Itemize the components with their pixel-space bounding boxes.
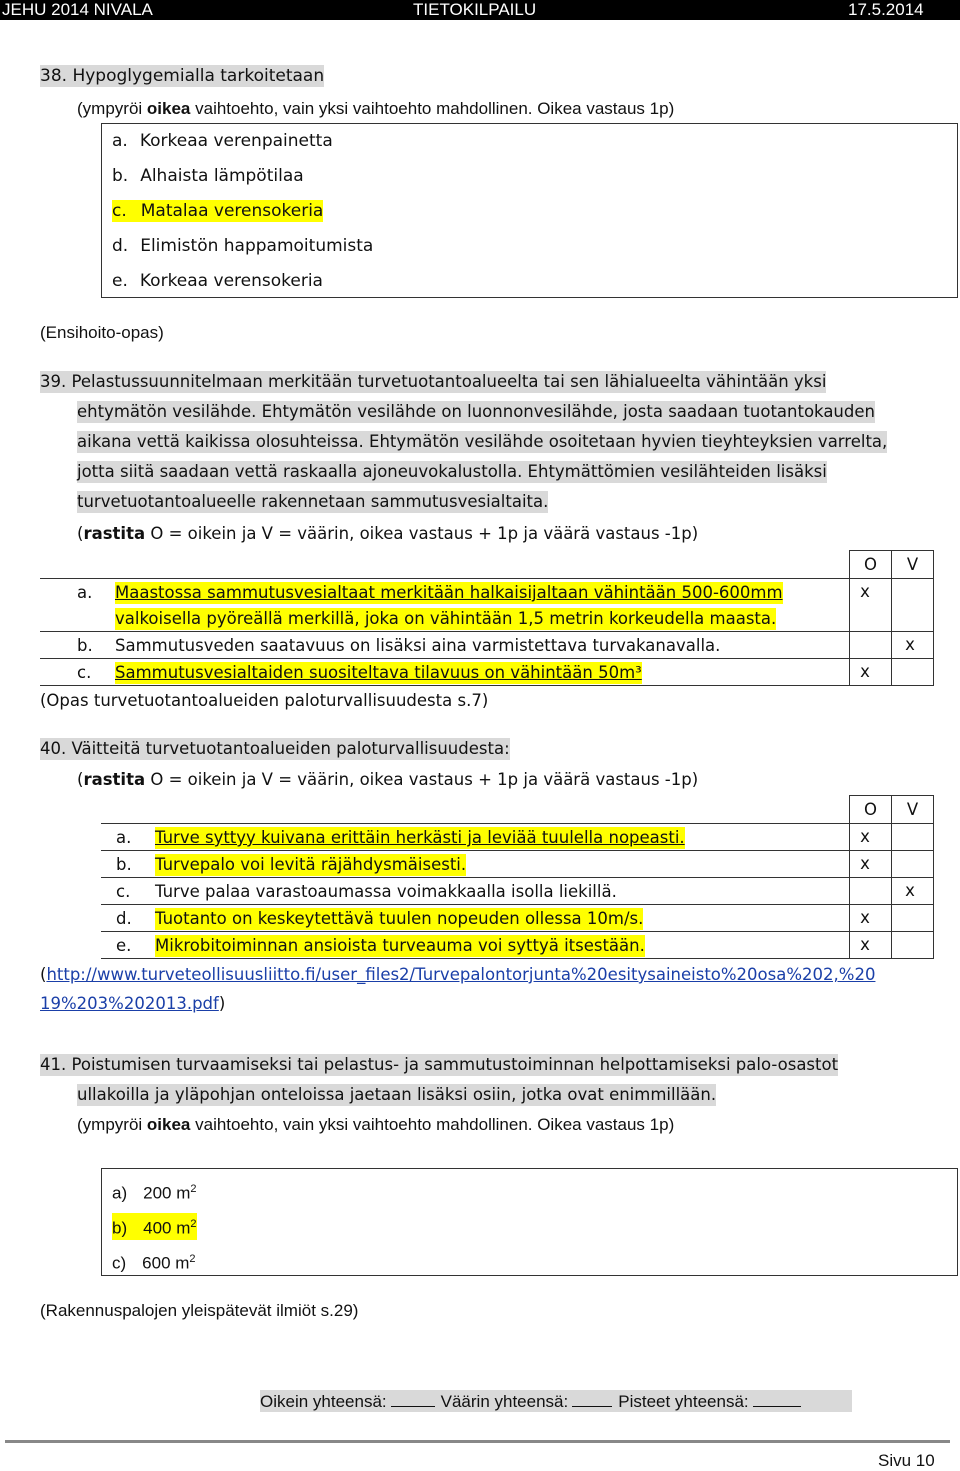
statement-40-e-o[interactable]: x: [860, 935, 870, 954]
question-39-line-1: 39. Pelastussuunnitelmaan merkitään turvetuotantoalueelta tai sen lähialueelta vähintään yksi: [40, 372, 827, 391]
correct-total-label: Oikein yhteensä:: [260, 1392, 387, 1411]
header-left: JEHU 2014 NIVALA: [2, 0, 153, 19]
wrong-total-blank[interactable]: [572, 1390, 612, 1407]
wrong-total-label: Väärin yhteensä:: [440, 1392, 569, 1411]
option-38-a[interactable]: a. Korkeaa verenpainetta: [112, 131, 333, 151]
option-41-a[interactable]: a) 200 $m^2$: [112, 1183, 197, 1203]
question-41-instruction: (ympyröi oikea vaihtoehto, vain yksi vaihtoehto mahdollinen. Oikea vastaus 1p): [77, 1115, 675, 1134]
source-link[interactable]: http://www.turveteollisuusliitto.fi/user_files2/Turvepalontorjunta%20esitysaineisto%20osa%202,%20: [46, 965, 876, 984]
statement-39-b-letter: b.: [77, 636, 93, 655]
option-38-d[interactable]: d. Elimistön happamoitumista: [112, 236, 374, 256]
correct-total-blank[interactable]: [391, 1390, 435, 1407]
question-39-line-2: ehtymätön vesilähde. Ehtymätön vesilähde on luonnonvesilähde, josta saadaan tuotantokauden: [77, 402, 875, 421]
column-o-header: O: [864, 800, 877, 819]
score-totals: [260, 1390, 852, 1412]
question-38-title: 38. Hypoglygemialla tarkoitetaan: [40, 66, 325, 86]
option-38-c[interactable]: c. Matalaa verensokeria: [112, 201, 324, 221]
statement-40-c-letter: c.: [116, 882, 131, 901]
question-41-line-1: 41. Poistumisen turvaamiseksi tai pelastus- ja sammutustoiminnan helpottamiseksi palo-osastot: [40, 1055, 839, 1074]
footer-rule: [5, 1440, 950, 1443]
points-total-label: Pisteet yhteensä:: [618, 1392, 749, 1411]
question-41-source: (Rakennuspalojen yleispätevät ilmiöt s.29): [40, 1301, 359, 1320]
statement-40-a-letter: a.: [116, 828, 132, 847]
statement-40-e-text: Mikrobitoiminnan ansioista turveauma voi syttyä itsestään.: [155, 936, 645, 955]
page-number: Sivu 10: [878, 1451, 935, 1470]
question-39-line-3: aikana vettä kaikissa olosuhteissa. Ehtymätön vesilähde osoitetaan hyvien tieyhteyksien varrelta,: [77, 432, 888, 451]
option-41-c[interactable]: c) 600 $m^2$: [112, 1253, 196, 1273]
statement-40-e-letter: e.: [116, 936, 132, 955]
question-39-line-5: turvetuotantoalueelle rakennetaan sammutusvesialtaita.: [77, 492, 549, 511]
question-41-options-box: [101, 1168, 958, 1276]
header-right: 17.5.2014: [848, 0, 924, 19]
header-center: TIETOKILPAILU: [413, 0, 537, 19]
points-total-blank[interactable]: [753, 1390, 801, 1407]
question-40-title: 40. Väitteitä turvetuotantoalueiden paloturvallisuudesta:: [40, 739, 510, 758]
statement-40-d-text: Tuotanto on keskeytettävä tuulen nopeuden ollessa 10m/s.: [155, 909, 644, 928]
question-40-source-line-1: (http://www.turveteollisuusliitto.fi/user_files2/Turvepalontorjunta%20esitysaineisto%20osa%202,%20: [40, 965, 876, 984]
question-39-line-4: jotta siitä saadaan vettä raskaalla ajoneuvokalustolla. Ehtymättömien vesilähteiden lisäksi: [77, 462, 827, 481]
question-40-instruction: (rastita O = oikein ja V = väärin, oikea vastaus + 1p ja väärä vastaus -1p): [77, 770, 699, 789]
source-link-continued[interactable]: 19%203%202013.pdf: [40, 994, 219, 1013]
question-39-source: (Opas turvetuotantoalueiden paloturvallisuudesta s.7): [40, 691, 489, 710]
statement-40-b-letter: b.: [116, 855, 132, 874]
statement-40-c-text: Turve palaa varastoaumassa voimakkaalla isolla liekillä.: [155, 882, 617, 901]
statement-40-b-text: Turvepalo voi levitä räjähdysmäisesti.: [155, 855, 467, 874]
statement-39-a-line-1: Maastossa sammutusvesialtaat merkitään halkaisijaltaan vähintään 500-600mm: [115, 583, 783, 602]
question-38-instruction: (ympyröi oikea vaihtoehto, vain yksi vaihtoehto mahdollinen. Oikea vastaus 1p): [77, 99, 675, 118]
question-38-source: (Ensihoito-opas): [40, 323, 164, 342]
statement-40-a-o[interactable]: x: [860, 827, 870, 846]
column-v-header: V: [906, 555, 919, 574]
option-38-b[interactable]: b. Alhaista lämpötilaa: [112, 166, 304, 186]
option-38-e[interactable]: e. Korkeaa verensokeria: [112, 271, 323, 291]
statement-40-b-o[interactable]: x: [860, 854, 870, 873]
statement-39-c-o[interactable]: x: [860, 662, 870, 681]
question-40-source-line-2: 19%203%202013.pdf): [40, 994, 226, 1013]
question-41-line-2: ullakoilla ja yläpohjan onteloissa jaetaan lisäksi osiin, jotka ovat enimmillään.: [77, 1085, 717, 1104]
statement-39-a-letter: a.: [77, 583, 93, 602]
column-v-header: V: [906, 800, 919, 819]
page-header: [0, 0, 960, 20]
statement-39-a-line-2: valkoisella pyöreällä merkillä, joka on vähintään 1,5 metrin korkeudella maasta.: [115, 609, 777, 628]
option-41-b[interactable]: b) 400 $m^2$: [112, 1213, 197, 1240]
statement-39-c-letter: c.: [77, 663, 92, 682]
statement-40-c-v[interactable]: x: [905, 881, 915, 900]
statement-40-d-o[interactable]: x: [860, 908, 870, 927]
statement-39-b-v[interactable]: x: [905, 635, 915, 654]
statement-39-b-text: Sammutusveden saatavuus on lisäksi aina varmistettava turvakanavalla.: [115, 636, 721, 655]
statement-39-c-text: Sammutusvesialtaiden suositeltava tilavuus on vähintään 50m³: [115, 663, 642, 682]
statement-40-a-text: Turve syttyy kuivana erittäin herkästi ja leviää tuulella nopeasti.: [155, 828, 685, 847]
question-39-instruction: (rastita O = oikein ja V = väärin, oikea vastaus + 1p ja väärä vastaus -1p): [77, 524, 699, 543]
statement-40-d-letter: d.: [116, 909, 132, 928]
column-o-header: O: [864, 555, 877, 574]
statement-39-a-o[interactable]: x: [860, 582, 870, 601]
